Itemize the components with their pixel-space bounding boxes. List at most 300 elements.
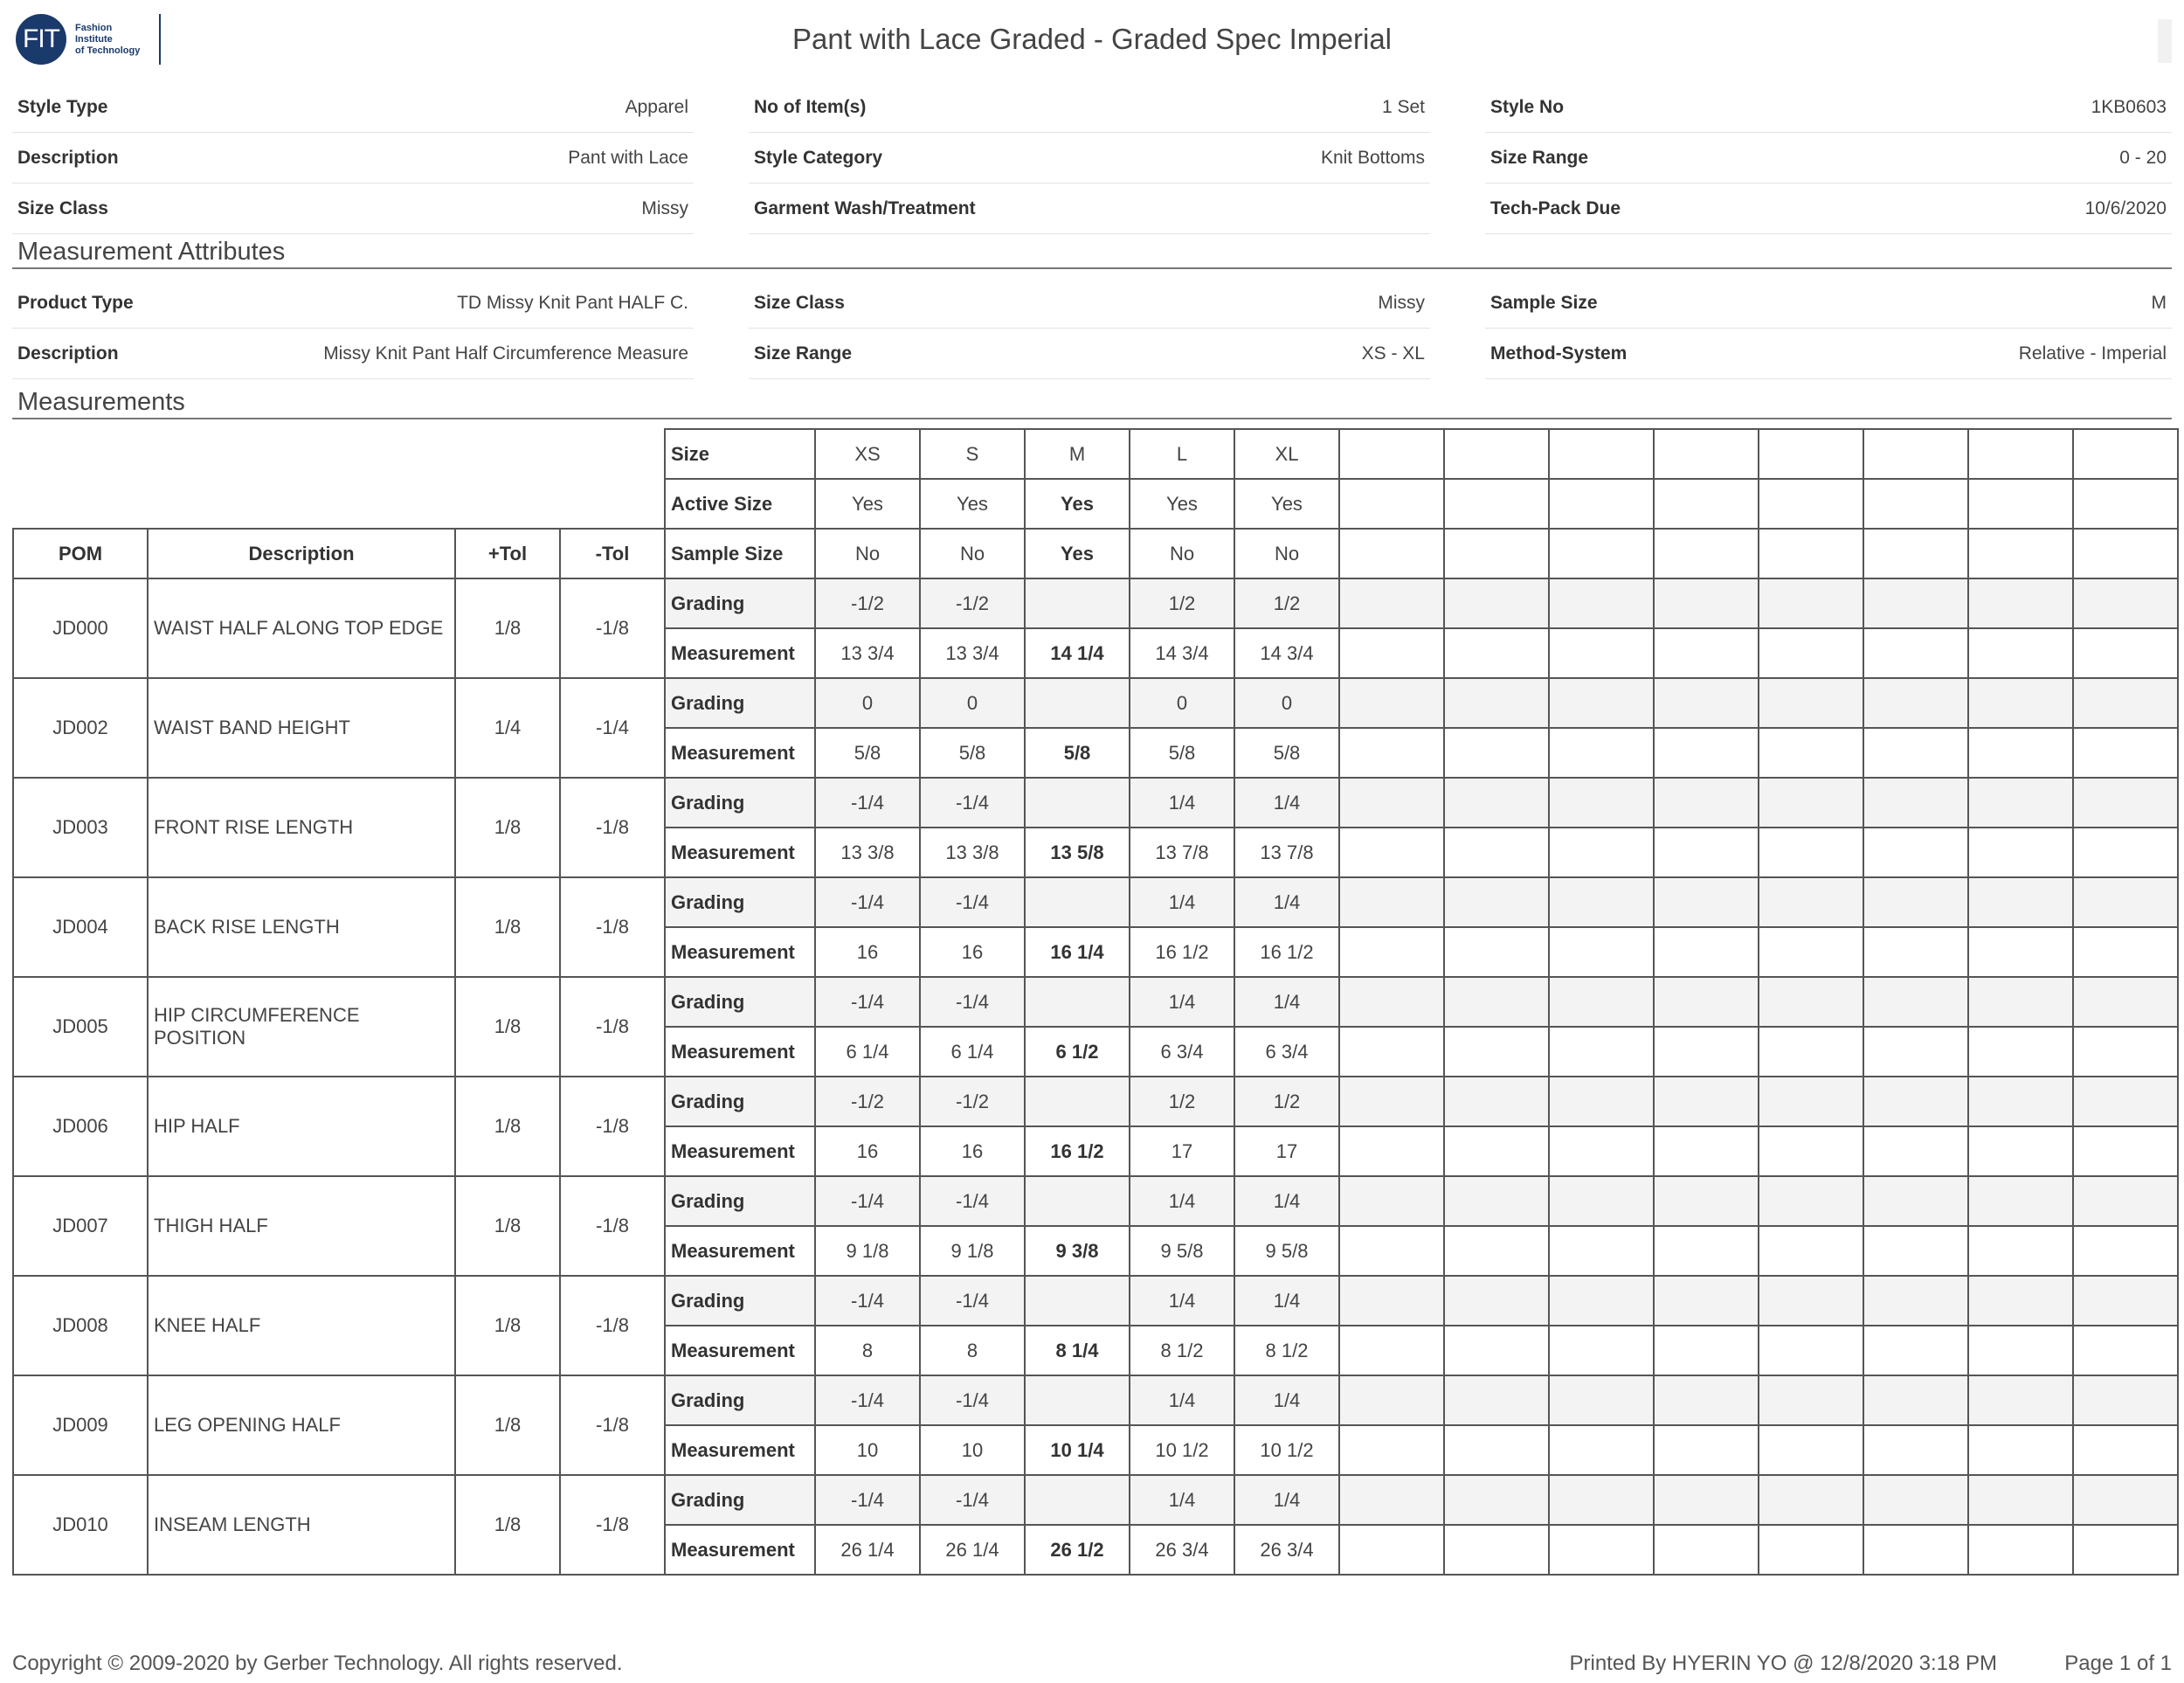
pom-code: JD005 [13,977,148,1077]
empty-size-cell [1549,1525,1654,1575]
grading-value: 1/4 [1130,877,1234,927]
empty-size-cell [1339,1375,1444,1425]
empty-size-cell [1339,1276,1444,1326]
blank-cell [13,429,148,479]
grading-value: 0 [815,678,920,728]
page-title: Pant with Lace Graded - Graded Spec Imperial [791,23,1393,55]
empty-size-cell [1444,1027,1549,1077]
empty-size-cell [1339,1425,1444,1475]
size-value-cell: No [1234,529,1339,578]
empty-size-cell [1549,1375,1654,1425]
empty-size-cell [1444,1475,1549,1525]
info-field [749,133,1430,184]
grading-label: Grading [665,877,815,927]
empty-size-cell [1339,728,1444,778]
plus-tolerance: 1/8 [455,1375,560,1475]
grading-value: 1/2 [1234,1077,1339,1126]
empty-size-cell [1444,977,1549,1027]
grading-value [1025,678,1130,728]
measurement-value: 8 1/4 [1025,1326,1130,1375]
empty-size-cell [1863,927,1968,977]
empty-size-cell [1968,1226,2073,1276]
empty-size-cell [1863,877,1968,927]
measurement-value: 14 1/4 [1025,628,1130,678]
printed-by-text: Printed By HYERIN YO @ 12/8/2020 3:18 PM [1569,1652,1997,1675]
empty-size-cell [1968,529,2073,578]
measurement-value: 14 3/4 [1234,628,1339,678]
empty-size-cell [1549,877,1654,927]
empty-size-cell [1759,1525,1863,1575]
plus-tolerance: 1/8 [455,877,560,977]
measurements-table [12,428,2179,1576]
grading-value: 1/4 [1130,1375,1234,1425]
info-field [12,329,694,379]
page-header [0,0,2184,84]
empty-size-cell [1654,578,1759,628]
empty-size-cell [2073,1475,2178,1525]
info-value: Apparel [625,96,688,117]
measurement-value: 13 5/8 [1025,828,1130,877]
grading-value: 1/2 [1234,578,1339,628]
empty-size-cell [2073,678,2178,728]
size-value-cell: Yes [815,479,920,529]
info-value: Missy Knit Pant Half Circumference Measure [323,343,688,364]
empty-size-cell [1339,977,1444,1027]
grading-value [1025,1176,1130,1226]
measurement-value: 5/8 [1025,728,1130,778]
grading-value [1025,1475,1130,1525]
empty-size-cell [1968,1126,2073,1176]
info-field [749,82,1430,133]
info-label: Product Type [17,292,134,313]
empty-size-cell [1339,828,1444,877]
info-field [12,278,694,329]
grading-label: Grading [665,1077,815,1126]
sample-size-row-label: Sample Size [665,529,815,578]
blank-cell [560,479,665,529]
empty-size-cell [1444,1226,1549,1276]
grading-value: 1/4 [1130,977,1234,1027]
grading-value: 1/4 [1234,977,1339,1027]
description-column-header: Description [148,529,455,578]
info-value: M [2151,292,2167,313]
fit-logo-mark: FIT [16,14,66,65]
empty-size-cell [1759,728,1863,778]
empty-size-cell [1759,1276,1863,1326]
empty-size-cell [2073,578,2178,628]
empty-size-cell [1549,927,1654,977]
empty-size-cell [1759,1475,1863,1525]
info-field [12,82,694,133]
minus-tolerance: -1/4 [560,678,665,778]
empty-size-cell [1444,578,1549,628]
empty-size-cell [1339,678,1444,728]
empty-size-cell [1444,778,1549,828]
empty-size-cell [1339,1027,1444,1077]
grading-value: 1/2 [1130,1077,1234,1126]
empty-size-cell [1759,628,1863,678]
empty-size-cell [1654,977,1759,1027]
empty-size-cell [1759,927,1863,977]
empty-size-cell [1863,1375,1968,1425]
empty-size-cell [1759,578,1863,628]
empty-size-cell [1654,1475,1759,1525]
empty-size-cell [1759,778,1863,828]
empty-size-cell [1444,628,1549,678]
empty-size-cell [1968,927,2073,977]
empty-size-cell [1549,578,1654,628]
empty-size-cell [1444,877,1549,927]
empty-size-cell [1339,479,1444,529]
pom-description: THIGH HALF [148,1176,455,1276]
empty-size-cell [1759,1425,1863,1475]
info-row [12,82,2172,133]
plus-tolerance: 1/8 [455,1276,560,1375]
empty-size-cell [1759,828,1863,877]
empty-size-cell [2073,1525,2178,1575]
size-value-cell: M [1025,429,1130,479]
pom-description: HIP HALF [148,1077,455,1176]
measurement-value: 8 [815,1326,920,1375]
info-value: Pant with Lace [568,147,688,168]
grading-value: 0 [1234,678,1339,728]
pom-description: WAIST BAND HEIGHT [148,678,455,778]
plus-tolerance: 1/8 [455,977,560,1077]
grading-row [13,1077,2178,1126]
measurement-value: 16 [815,927,920,977]
grading-row [13,977,2178,1027]
plus-tolerance: 1/8 [455,1176,560,1276]
grading-value [1025,1276,1130,1326]
empty-size-cell [1339,1077,1444,1126]
empty-size-cell [1549,1276,1654,1326]
empty-size-cell [2073,479,2178,529]
empty-size-cell [1759,1176,1863,1226]
empty-size-cell [1863,429,1968,479]
empty-size-cell [1759,1027,1863,1077]
info-label: Size Range [754,343,853,364]
empty-size-cell [2073,1276,2178,1326]
empty-size-cell [1339,529,1444,578]
empty-size-cell [1968,977,2073,1027]
grading-value: 1/4 [1234,1176,1339,1226]
info-value: 0 - 20 [2119,147,2167,168]
size-header-row-label: Size [665,429,815,479]
empty-size-cell [2073,778,2178,828]
measurement-value: 14 3/4 [1130,628,1234,678]
info-value: XS - XL [1361,343,1425,364]
empty-size-cell [1863,828,1968,877]
pom-code: JD000 [13,578,148,678]
grading-value: -1/4 [815,877,920,927]
empty-size-cell [1654,778,1759,828]
empty-size-cell [1654,1525,1759,1575]
fit-logo-text: Fashion Institute of Technology [75,22,141,56]
measurement-value: 16 1/2 [1025,1126,1130,1176]
info-label: Method-System [1490,343,1628,364]
measurement-value: 26 1/4 [920,1525,1025,1575]
pom-code: JD002 [13,678,148,778]
empty-size-cell [1968,828,2073,877]
grading-value: 1/4 [1234,1475,1339,1525]
measurement-value: 17 [1234,1126,1339,1176]
measurement-value: 26 3/4 [1130,1525,1234,1575]
empty-size-cell [1968,877,2073,927]
grading-value [1025,778,1130,828]
grading-value [1025,1375,1130,1425]
grading-value [1025,877,1130,927]
empty-size-cell [1444,678,1549,728]
empty-size-cell [1654,1375,1759,1425]
grading-value: -1/4 [815,1375,920,1425]
size-value-cell: Yes [1025,479,1130,529]
empty-size-cell [1444,1525,1549,1575]
active-size-row [13,479,2178,529]
grading-row [13,1475,2178,1525]
empty-size-cell [1968,1077,2073,1126]
empty-size-cell [1863,678,1968,728]
size-value-cell: Yes [1130,479,1234,529]
pom-code: JD010 [13,1475,148,1575]
empty-size-cell [1968,578,2073,628]
empty-size-cell [1549,1425,1654,1475]
empty-size-cell [1654,877,1759,927]
measurement-value: 6 3/4 [1234,1027,1339,1077]
empty-size-cell [2073,1226,2178,1276]
empty-size-cell [1339,628,1444,678]
empty-size-cell [1863,1475,1968,1525]
empty-size-cell [1968,1326,2073,1375]
measurement-value: 26 1/4 [815,1525,920,1575]
empty-size-cell [1968,479,2073,529]
grading-value: -1/4 [920,1176,1025,1226]
empty-size-cell [1549,1475,1654,1525]
measurement-label: Measurement [665,728,815,778]
measurement-value: 16 [815,1126,920,1176]
measurement-value: 26 1/2 [1025,1525,1130,1575]
empty-size-cell [1863,578,1968,628]
empty-size-cell [1863,977,1968,1027]
empty-size-cell [2073,628,2178,678]
empty-size-cell [1863,1027,1968,1077]
empty-size-cell [2073,1425,2178,1475]
info-value: Knit Bottoms [1320,147,1425,168]
plus-tolerance: 1/8 [455,1475,560,1575]
page-number: Page 1 of 1 [2064,1652,2172,1675]
measurement-label: Measurement [665,828,815,877]
empty-size-cell [1968,429,2073,479]
measurements-title: Measurements [12,388,2172,419]
info-row [12,329,2172,379]
measurement-value: 16 1/2 [1234,927,1339,977]
info-field [12,184,694,234]
info-field [1485,184,2172,234]
grading-value: -1/4 [920,977,1025,1027]
empty-size-cell [1654,1276,1759,1326]
empty-size-cell [1549,828,1654,877]
grading-value: 1/4 [1130,1176,1234,1226]
empty-size-cell [1863,1326,1968,1375]
active-size-row-label: Active Size [665,479,815,529]
empty-size-cell [1654,828,1759,877]
measurement-value: 5/8 [815,728,920,778]
blank-cell [13,479,148,529]
grading-value: -1/4 [920,1276,1025,1326]
measurement-label: Measurement [665,1126,815,1176]
grading-row [13,1375,2178,1425]
empty-size-cell [2073,1326,2178,1375]
blank-cell [148,429,455,479]
info-field [1485,82,2172,133]
empty-size-cell [1968,728,2073,778]
empty-size-cell [1444,479,1549,529]
empty-size-cell [1759,479,1863,529]
info-row [12,278,2172,329]
empty-size-cell [1444,429,1549,479]
measurement-value: 17 [1130,1126,1234,1176]
measurement-label: Measurement [665,1226,815,1276]
empty-size-cell [1444,1176,1549,1226]
grading-label: Grading [665,578,815,628]
info-label: Size Class [754,292,845,313]
grading-value: 0 [1130,678,1234,728]
empty-size-cell [1968,1276,2073,1326]
info-field [12,133,694,184]
measurement-value: 10 1/4 [1025,1425,1130,1475]
pom-code: JD007 [13,1176,148,1276]
info-field [1485,278,2172,329]
size-value-cell: Yes [1025,529,1130,578]
measurement-attributes-grid [12,278,2172,379]
size-value-cell: L [1130,429,1234,479]
info-label: Style No [1490,96,1565,117]
empty-size-cell [1549,628,1654,678]
measurement-label: Measurement [665,1027,815,1077]
empty-size-cell [1549,778,1654,828]
info-label: Style Type [17,96,108,117]
measurement-label: Measurement [665,1525,815,1575]
measurement-value: 6 3/4 [1130,1027,1234,1077]
grading-row [13,877,2178,927]
empty-size-cell [1549,678,1654,728]
empty-size-cell [1759,877,1863,927]
info-label: Description [17,343,119,364]
grading-value: -1/4 [920,1475,1025,1525]
grading-value [1025,578,1130,628]
plus-tolerance: 1/8 [455,778,560,877]
size-value-cell: No [1130,529,1234,578]
empty-size-cell [1339,1326,1444,1375]
minus-tolerance: -1/8 [560,1375,665,1475]
empty-size-cell [1759,1375,1863,1425]
empty-size-cell [1863,1425,1968,1475]
empty-size-cell [1968,778,2073,828]
measurement-value: 9 5/8 [1234,1226,1339,1276]
empty-size-cell [1654,1077,1759,1126]
minus-tolerance: -1/8 [560,1475,665,1575]
measurement-value: 9 3/8 [1025,1226,1130,1276]
empty-size-cell [1549,479,1654,529]
empty-size-cell [1968,1027,2073,1077]
empty-size-cell [1863,1276,1968,1326]
measurement-label: Measurement [665,927,815,977]
minus-tol-column-header: -Tol [560,529,665,578]
pom-description: HIP CIRCUMFERENCE POSITION [148,977,455,1077]
minus-tolerance: -1/8 [560,1176,665,1276]
empty-size-cell [1654,1326,1759,1375]
measurement-value: 13 7/8 [1130,828,1234,877]
info-value: 10/6/2020 [2084,197,2167,218]
empty-size-cell [1444,828,1549,877]
empty-size-cell [1444,1126,1549,1176]
empty-size-cell [1759,678,1863,728]
empty-size-cell [1863,1126,1968,1176]
size-value-cell: S [920,429,1025,479]
grading-value: 1/4 [1130,778,1234,828]
empty-size-cell [1339,578,1444,628]
empty-size-cell [1654,628,1759,678]
grading-value: -1/4 [920,877,1025,927]
info-label: Description [17,147,119,168]
empty-size-cell [1968,1475,2073,1525]
empty-size-cell [1339,927,1444,977]
blank-cell [455,429,560,479]
plus-tolerance: 1/8 [455,1077,560,1176]
empty-size-cell [1654,1226,1759,1276]
info-label: Size Class [17,197,108,218]
sample-size-row [13,529,2178,578]
empty-size-cell [1654,1425,1759,1475]
grading-value: 1/4 [1234,877,1339,927]
grading-row [13,778,2178,828]
empty-size-cell [1339,1126,1444,1176]
grading-label: Grading [665,1475,815,1525]
size-value-cell: Yes [920,479,1025,529]
empty-size-cell [2073,977,2178,1027]
empty-size-cell [2073,728,2178,778]
empty-size-cell [2073,1375,2178,1425]
info-field [1485,133,2172,184]
empty-size-cell [1654,479,1759,529]
size-value-cell: No [815,529,920,578]
info-row [12,133,2172,184]
measurement-value: 6 1/4 [815,1027,920,1077]
grading-value: -1/4 [815,1475,920,1525]
info-value: TD Missy Knit Pant HALF C. [457,292,688,313]
grading-label: Grading [665,1375,815,1425]
grading-value: 0 [920,678,1025,728]
info-value: Missy [1378,292,1425,313]
grading-value: 1/4 [1130,1475,1234,1525]
measurement-value: 13 3/4 [920,628,1025,678]
empty-size-cell [1863,1525,1968,1575]
empty-size-cell [1549,1326,1654,1375]
empty-size-cell [1549,1077,1654,1126]
measurement-value: 8 1/2 [1130,1326,1234,1375]
empty-size-cell [1863,1077,1968,1126]
empty-size-cell [1863,1176,1968,1226]
grading-value: 1/4 [1234,1276,1339,1326]
measurement-value: 13 3/4 [815,628,920,678]
info-label: Garment Wash/Treatment [754,197,976,218]
empty-size-cell [1968,1425,2073,1475]
measurement-label: Measurement [665,1326,815,1375]
info-value: Missy [641,197,688,218]
measurement-value: 6 1/4 [920,1027,1025,1077]
grading-value: -1/2 [815,578,920,628]
info-value: Relative - Imperial [2018,343,2167,364]
empty-size-cell [1549,977,1654,1027]
